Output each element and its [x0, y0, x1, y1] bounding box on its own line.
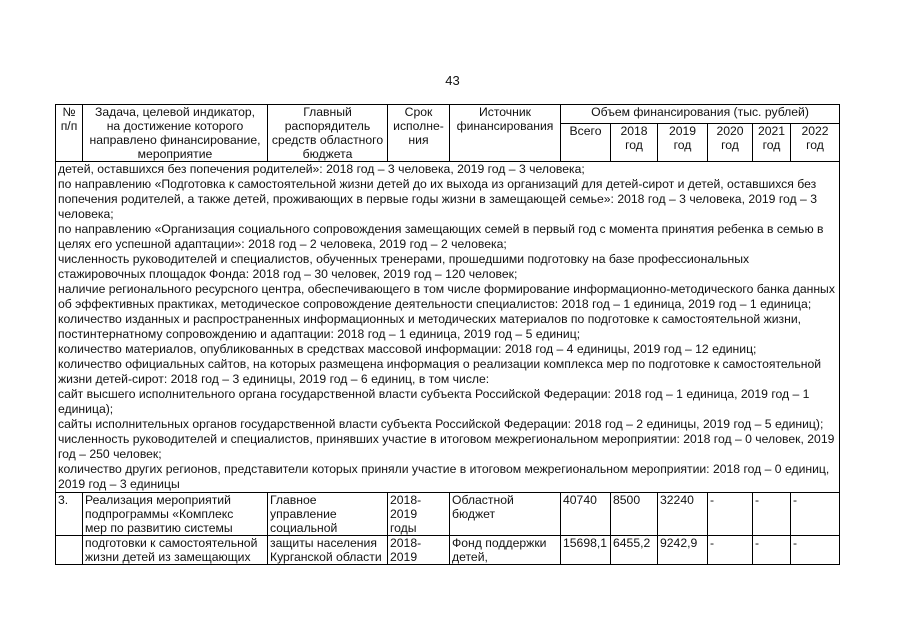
paragraph: детей, оставшихся без попечения родителей»: 2018 год – 3 человека, 2019 год – 3 человека; — [58, 162, 585, 176]
header-year-2022: 2022 год — [791, 124, 840, 162]
value-2022: - — [791, 536, 840, 565]
value-2018: 6455,2 — [611, 536, 658, 565]
value-2020: - — [708, 493, 753, 536]
header-task: Задача, целевой индикатор, на достижение которого направлено финансирование, мероприятие — [83, 105, 268, 162]
paragraph: сайты исполнительных органов государственной власти субъекта Российской Федерации: 2018 год – 2 единицы, 2019 год – 5 единиц); — [58, 417, 824, 431]
paragraph: количество других регионов, представители которых приняли участие в итоговом межрегиональном мероприятии: 2018 год – 0 единиц, 2019 год – 3 единицы — [58, 462, 830, 491]
paragraph: количество материалов, опубликованных в средствах массовой информации: 2018 год – 4 единицы, 2019 год – 12 единиц; — [58, 342, 757, 356]
header-number: № п/п — [56, 105, 83, 162]
paragraph: сайт высшего исполнительного органа государственной власти субъекта Российской Федерации: 2018 год – 1 единица, 2019 год – 1 единица); — [58, 387, 810, 416]
value-2022: - — [791, 493, 840, 536]
paragraph: по направлению «Подготовка к самостоятельной жизни детей до их выхода из организаций для детей-сирот и детей, оставшихся без попечения родителей, а также детей, проживающих в первые годы жизни в замещающей семье»: 2018 год – 3 человека, 2019 год – 3 человека; — [58, 177, 817, 221]
table-header-row — [56, 105, 840, 124]
row-term: 2018- 2019 — [388, 536, 450, 565]
paragraph: количество изданных и распространенных информационных и методических материалов по подготовке к самостоятельной жизни, постинтернатному сопровождению и адаптации: 2018 год – 1 единица, 2019 год – 5 единиц; — [58, 312, 802, 341]
paragraph: численность руководителей и специалистов, принявших участие в итоговом межрегиональном мероприятии: 2018 год – 0 человек, 2019 год – 250 человек; — [58, 432, 835, 461]
indicators-row — [56, 162, 840, 493]
table-row — [56, 536, 840, 565]
header-year-2019: 2019 год — [658, 124, 708, 162]
header-year-2018: 2018 год — [611, 124, 658, 162]
row-term: 2018- 2019 годы — [388, 493, 450, 536]
header-year-2021: 2021 год — [753, 124, 791, 162]
value-total: 15698,1 — [561, 536, 611, 565]
header-manager: Главный распорядитель средств областного бюджета — [268, 105, 388, 162]
row-task: Реализация мероприятий подпрограммы «Комплекс мер по развитию системы — [83, 493, 268, 536]
paragraph: наличие регионального ресурсного центра, обеспечивающего в том числе формирование информационно-методического банка данных об эффективных практиках, методическое сопровождение деятельности специалистов: 2018 год – 1 единица, 2019 год – 1 единица; — [58, 282, 835, 311]
indicators-text — [56, 162, 840, 493]
header-year-2020: 2020 год — [708, 124, 753, 162]
paragraph: численность руководителей и специалистов, обученных тренерами, прошедшими подготовку на базе профессиональных стажировочных площадок Фонда: 2018 год – 30 человек, 2019 год – 120 человек; — [58, 252, 750, 281]
value-2020: - — [708, 536, 753, 565]
financing-table — [55, 104, 840, 565]
header-volume: Объем финансирования (тыс. рублей) — [561, 105, 840, 124]
value-2019: 9242,9 — [658, 536, 708, 565]
row-number — [56, 536, 83, 565]
header-year-total: Всего — [561, 124, 611, 162]
value-2021: - — [753, 536, 791, 565]
row-number: 3. — [56, 493, 83, 536]
header-source: Источник финансирования — [450, 105, 561, 162]
row-source: Областной бюджет — [450, 493, 561, 536]
value-total: 40740 — [561, 493, 611, 536]
row-manager: защиты населения Курганской области — [268, 536, 388, 565]
table-row — [56, 493, 840, 536]
value-2021: - — [753, 493, 791, 536]
row-task: подготовки к самостоятельной жизни детей из замещающих — [83, 536, 268, 565]
paragraph: количество официальных сайтов, на которых размещена информация о реализации комплекса мер по подготовке к самостоятельной жизни детей-сирот: 2018 год – 3 единицы, 2019 год – 6 единиц, в том числе: — [58, 357, 822, 386]
row-source: Фонд поддержки детей, — [450, 536, 561, 565]
page-number: 43 — [445, 73, 460, 88]
paragraph: по направлению «Организация социального сопровождения замещающих семей в первый год с момента принятия ребенка в семью в целях его успешной адаптации»: 2018 год – 2 человека, 2019 год – 2 человека; — [58, 222, 824, 251]
header-term: Срок исполне- ния — [388, 105, 450, 162]
value-2019: 32240 — [658, 493, 708, 536]
row-manager: Главное управление социальной — [268, 493, 388, 536]
value-2018: 8500 — [611, 493, 658, 536]
